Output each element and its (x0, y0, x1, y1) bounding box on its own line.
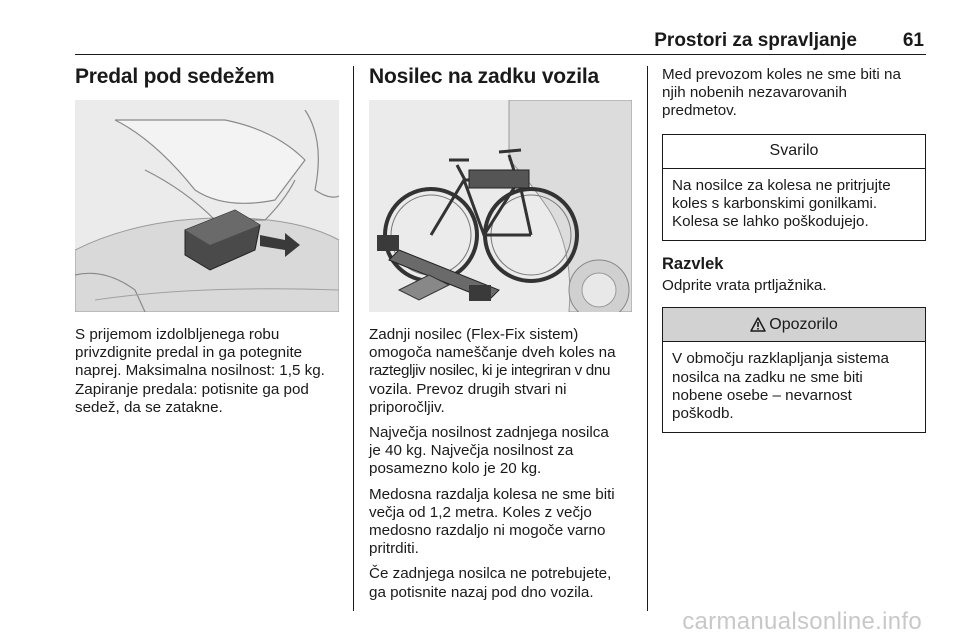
warning-header (663, 308, 925, 342)
carrier-paragraph-2: Največja nosilnost zadnjega nosilca je 40 kg. Največja nosilnost za posamezno kolo je 20 kg. (369, 424, 609, 478)
carrier-paragraph-3: Medosna razdalja kolesa ne sme biti večja od 1,2 metra. Koles z večjo medosno razdaljo ni mogoče varno pritrditi. (369, 485, 615, 558)
carrier-paragraph-1: Zadnji nosilec (Flex-Fix sistem) omogoča nameščanje dveh koles na raztegljiv nosilec, ki je integriran v dnu vozila. Prevoz drugih stvari ni priporočljiv. (369, 326, 616, 416)
column-right (662, 66, 928, 433)
section-title: Prostori za spravljanje (654, 30, 857, 51)
heading-rear-carrier: Nosilec na zadku vozila (369, 65, 599, 88)
figure-seat-drawer (75, 100, 339, 312)
heading-under-seat-drawer: Predal pod sedežem (75, 65, 275, 88)
right-intro-paragraph: Med prevozom koles ne sme biti na njih nobenih nezavarovanih predmetov. (662, 66, 901, 120)
drawer-paragraph: S prijemom izdolbljenega robu privzdignite predal in ga potegnite naprej. Maksimalna nosilnost: 1,5 kg. Zapiranje predala: potisnite ga pod sedež, da se zatakne. (75, 326, 325, 416)
bike-carrier-illustration (369, 100, 632, 312)
subheading-extend: Razvlek (662, 255, 724, 274)
column-divider-2 (647, 66, 648, 611)
warning-title: Opozorilo (769, 315, 838, 333)
caution-text: Na nosilce za kolesa ne pritrjujte koles s karbonskimi gonilkami. Kolesa se lahko poškodujejo. (672, 176, 891, 231)
column-left (75, 62, 343, 417)
seat-drawer-illustration (75, 100, 339, 312)
column-divider-1 (353, 66, 354, 611)
figure-rear-carrier (369, 100, 632, 312)
warning-text: V območju razklapljanja sistema nosilca na zadku ne sme biti nobene osebe – nevarnost poškodb. (672, 350, 889, 423)
header-rule (75, 54, 926, 55)
caution-box (662, 134, 926, 242)
extend-text: Odprite vrata prtljažnika. (662, 277, 827, 295)
watermark: carmanualsonline.info (682, 608, 922, 635)
column-middle (369, 62, 637, 602)
caution-title: Svarilo (663, 135, 925, 169)
warning-box (662, 307, 926, 433)
page-number: 61 (902, 30, 924, 51)
carrier-paragraph-4: Če zadnjega nosilca ne potrebujete, ga potisnite nazaj pod dno vozila. (369, 565, 612, 601)
warning-triangle-icon (750, 317, 766, 332)
